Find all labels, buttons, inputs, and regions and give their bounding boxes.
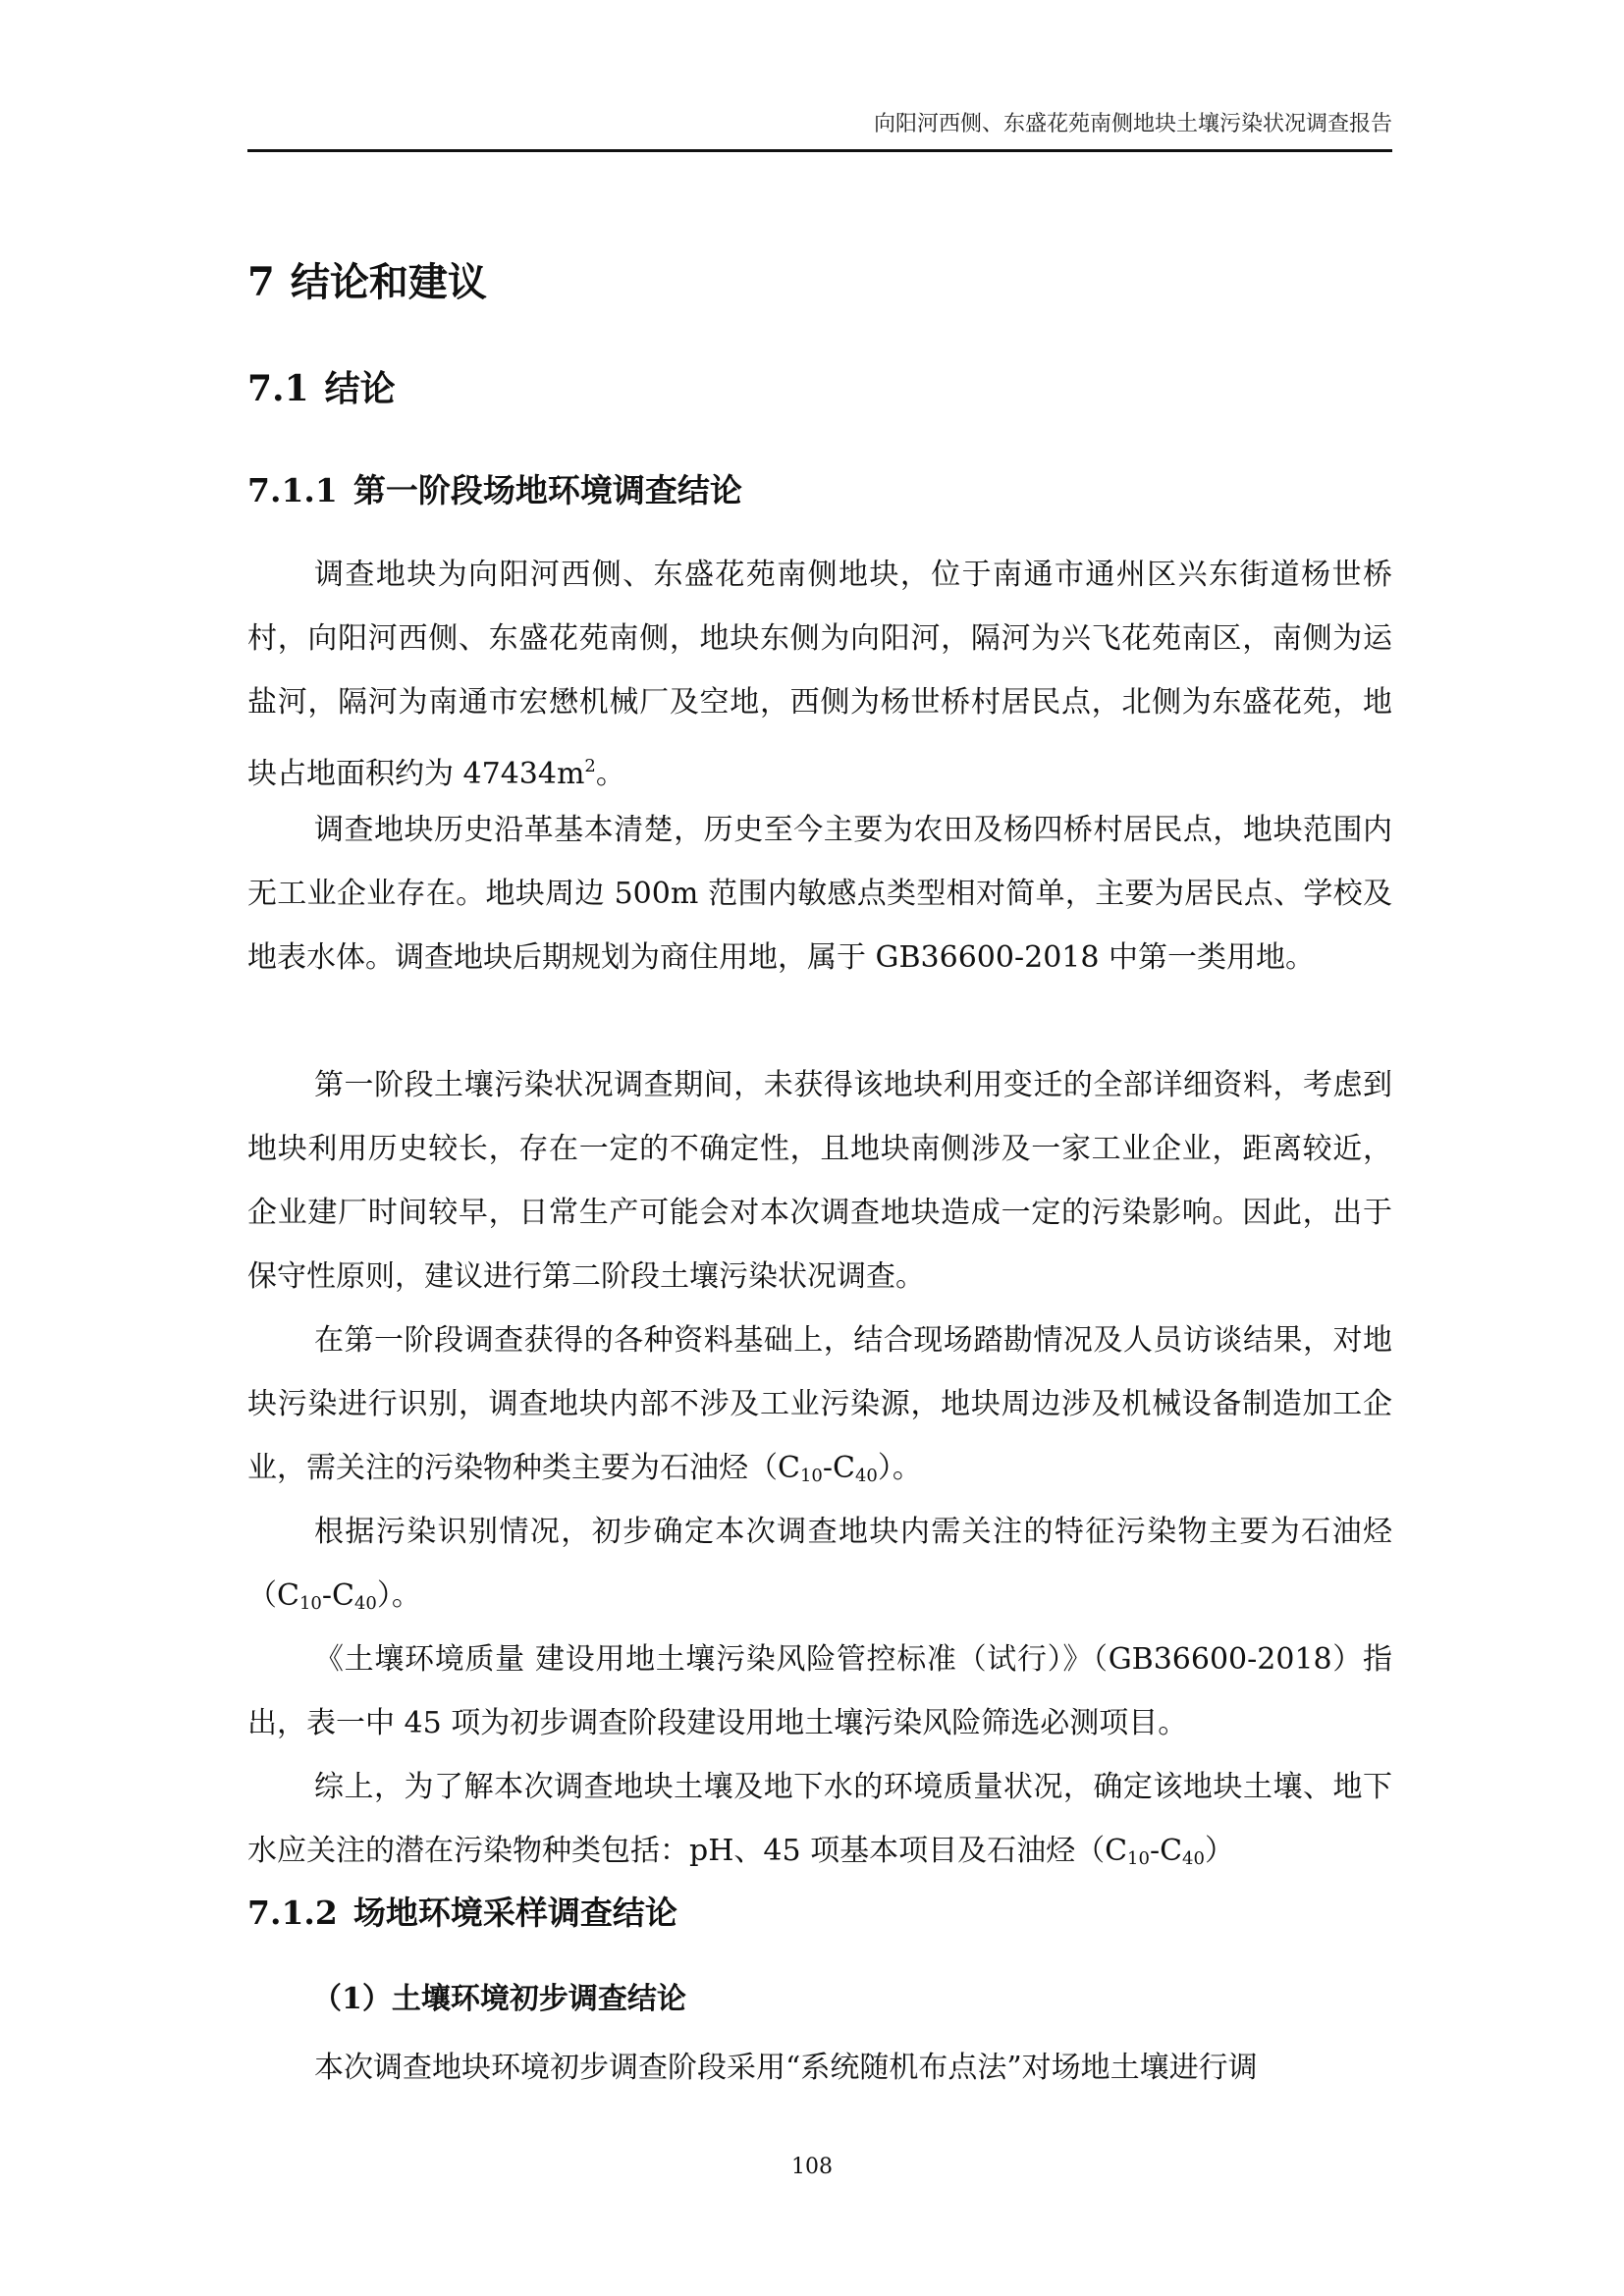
section-heading (247, 361, 396, 416)
paragraph-2: 调查地块历史沿革基本清楚，历史至今主要为农田及杨四桥村居民点，地块范围内无工业企业存在。地块周边 500m 范围内敏感点类型相对简单，主要为居民点、学校及地表水体。调查地块后期规划为商住用地，属于 GB36600-2018 中第一类用地。 (247, 813, 1392, 975)
paragraph-6: 《土壤环境质量 建设用地土壤污染风险管控标准（试行）》（GB36600-2018）指出，表一中 45 项为初步调查阶段建设用地土壤污染风险筛选必测项目。 (247, 1642, 1392, 1740)
paragraph-5: 根据污染识别情况，初步确定本次调查地块内需关注的特征污染物主要为石油烃$(C_{10}-C_{40})$。 (247, 1515, 1392, 1614)
paragraph-8: 本次调查地块环境初步调查阶段采用“系统随机布点法”对场地土壤进行调 (314, 2051, 1258, 2085)
chapter-title: 结论和建议 (290, 259, 487, 305)
subsection-number: 7.1.1 (247, 471, 338, 509)
running-header: 向阳河西侧、东盛花苑南侧地块土壤污染状况调查报告 (873, 112, 1392, 136)
paragraph-4: 在第一阶段调查获得的各种资料基础上，结合现场踏勘情况及人员访谈结果，对地块污染进行识别，调查地块内部不涉及工业污染源，地块周边涉及机械设备制造加工企业，需关注的污染物种类主要为石油烃$(C_{10}-C_{40})$。 (247, 1323, 1392, 1486)
superscript: 2 (584, 756, 596, 776)
page-number: 108 (791, 2155, 833, 2179)
section-number: 7.1 (247, 368, 309, 409)
subsection-title: 场地环境采样调查结论 (352, 1894, 677, 1932)
chapter-number: 7 (247, 259, 275, 305)
header-rule (247, 149, 1392, 152)
paragraph-7: 综上，为了解本次调查地块土壤及地下水的环境质量状况，确定该地块土壤、地下水应关注的潜在污染物种类包括：pH、45 项基本项目及石油烃$(C_{10}-C_{40})$ (247, 1770, 1392, 1869)
subsection-number: 7.1.2 (247, 1894, 338, 1932)
subsection-title: 第一阶段场地环境调查结论 (352, 471, 742, 509)
paragraph-1: 调查地块为向阳河西侧、东盛花苑南侧地块，位于南通市通州区兴东街道杨世桥村，向阳河西侧、东盛花苑南侧，地块东侧为向阳河，隔河为兴飞花苑南区，南侧为运盐河，隔河为南通市宏懋机械厂及空地，西侧为杨世桥村居民点，北侧为东盛花苑，地块占地面积约为 $47434m^2$。 (247, 558, 1392, 791)
subsection-heading-2 (247, 1888, 677, 1939)
paragraph-3: 第一阶段土壤污染状况调查期间，未获得该地块利用变迁的全部详细资料，考虑到地块利用历史较长，存在一定的不确定性，且地块南侧涉及一家工业企业，距离较近，企业建厂时间较早，日常生产可能会对本次调查地块造成一定的污染影响。因此，出于保守性原则，建议进行第二阶段土壤污染状况调查。 (247, 1068, 1392, 1294)
sub-subsection-heading: （1）土壤环境初步调查结论 (312, 1982, 686, 2016)
subsection-heading-1 (247, 465, 742, 516)
section-title: 结论 (324, 368, 396, 409)
chapter-heading (247, 253, 487, 312)
